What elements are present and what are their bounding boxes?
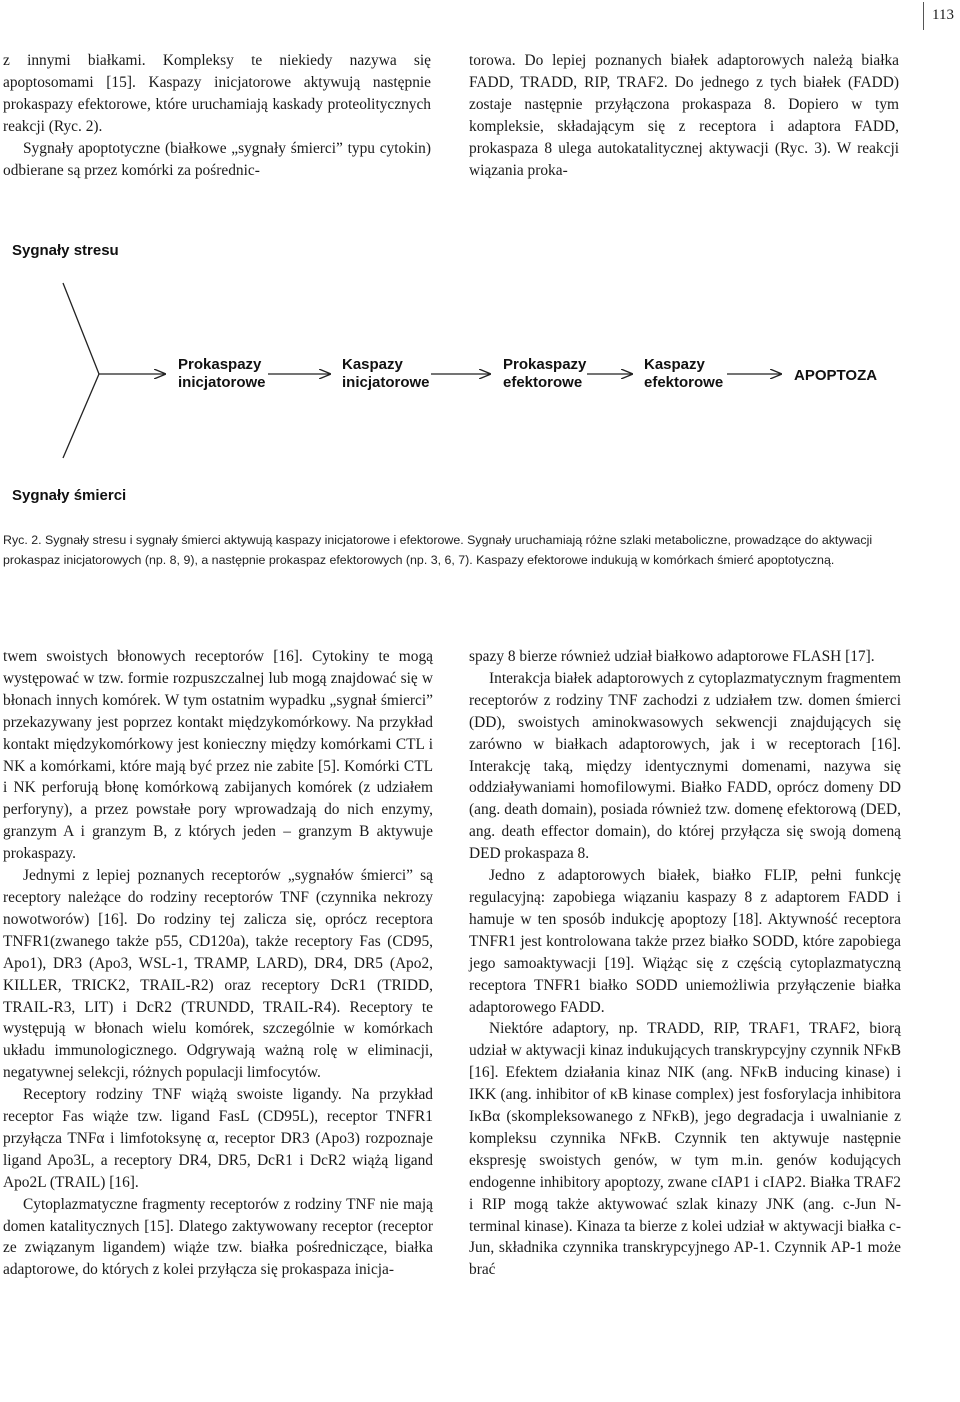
- input-label-death: Sygnały śmierci: [12, 487, 127, 504]
- node-label: Kaspazy: [342, 356, 403, 373]
- paragraph: spazy 8 bierze również udział białkowo adaptorowe FLASH [17].: [469, 648, 875, 665]
- node-label: efektorowe: [644, 374, 724, 391]
- node-label: efektorowe: [503, 374, 583, 391]
- node-label: inicjatorowe: [178, 374, 266, 391]
- bottom-left-column: [3, 646, 433, 1281]
- top-right-column: [469, 50, 899, 181]
- bottom-right-column: [469, 646, 901, 1281]
- node-prokaspazy-efektorowe: [503, 356, 587, 391]
- node-kaspazy-efektorowe: [644, 356, 723, 391]
- node-label: Kaspazy: [644, 356, 705, 373]
- merging-arrows: [63, 283, 165, 458]
- paragraph: twem swoistych błonowych receptorów [16]. Cytokiny te mogą występować w tzw. formie rozpuszczalnej lub mogą znajdować się w błonach innych komórek. W tym ostatnim wypadku „sygnał śmierci” przekazywany jest poprzez kontakt międzykomórkowy. Na przykład kontakt międzykomórkowy jest konieczny między komórkami CTL i NK a komórkami, które mają być przez nie zabite [5]. Komórki CTL i NK perforują błonę komórkową zabijanych komórek (z udziałem perforyny), a przez powstałe pory wprowadzają do nich enzymy, granzym A i granzym B, z których jeden – granzym B aktywuje prokaspazy.: [3, 648, 433, 863]
- apoptosis-pathway-diagram: [0, 228, 960, 518]
- node-kaspazy-inicjatorowe: [342, 356, 430, 391]
- page-number: 113: [923, 2, 960, 30]
- paragraph: Receptory rodziny TNF wiążą swoiste ligandy. Na przykład receptor Fas wiąże tzw. ligand FasL (CD95L), receptor TNFR1 przyłącza TNFα i limfotoksynę α, receptor DR3 (Apo3) rozpoznaje ligand Apo3L, a receptory DR4, DR5, DcR1 i DcR2 wiążą ligand Apo2L (TRAIL) [16].: [3, 1086, 433, 1191]
- paragraph: Jednymi z lepiej poznanych receptorów „sygnałów śmierci” są receptory należące do rodziny receptorów TNF (czynnika nekrozy nowotworów) [16]. Do rodziny tej zalicza się, oprócz receptora TNFR1(zwanego także p55, CD120a), także receptory Fas (CD95, Apo1), DR3 (Apo3, WSL-1, TRAMP, LARD), DR4, DR5 (Apo2, KILLER, TRICK2, TRAIL-R2) oraz receptory DcR1 (TRIDD, TRAIL-R3, LIT) i DcR2 (TRUNDD, TRAIL-R4). Receptory te występują w błonach wielu komórek, szczególnie w komórkach układu immunologicznego. Odgrywają ważną rolę w eliminacji, negatywnej selekcji, różnych populacji limfocytów.: [3, 867, 433, 1082]
- node-prokaspazy-inicjatorowe: [178, 356, 266, 391]
- paragraph: Interakcja białek adaptorowych z cytoplazmatycznym fragmentem receptorów z rodziny TNF zachodzi z udziałem tzw. domen śmierci (DD), swoistych aminokwasowych sekwencji znajdujących się zarówno w białkach adaptorowych, jak i w receptorach [16]. Interakcję taką, między identycznymi domenami, nazywa się oddziaływaniami homofilowymi. Białko FADD, oprócz domeny DD (ang. death domain), posiada również tzw. domenę efektorową (DED, ang. death effector domain), do której przyłącza się swoją domeną DED prokaspaza 8.: [469, 669, 901, 863]
- node-label: Prokaspazy: [503, 356, 587, 373]
- node-label: APOPTOZA: [794, 367, 878, 384]
- paragraph: z innymi białkami. Kompleksy te niekiedy nazywa się apoptosomami [15]. Kaspazy inicjatorowe aktywują następnie prokaspazy efektorowe, które uruchamiają kaskady proteolitycznych reakcji (Ryc. 2).: [3, 52, 431, 135]
- paragraph: Sygnały apoptotyczne (białkowe „sygnały śmierci” typu cytokin) odbierane są przez komórki za pośrednic-: [3, 139, 431, 179]
- node-label: Prokaspazy: [178, 356, 262, 373]
- top-left-column: [3, 50, 431, 181]
- node-apoptoza: [794, 367, 877, 384]
- paragraph: Niektóre adaptory, np. TRADD, RIP, TRAF1, TRAF2, biorą udział w aktywacji kinaz indukujących transkrypcyjny czynnik NFκB [16]. Efektem działania kinaz NIK (ang. NFκB inducing kinase) i IKK (ang. inhibitor of κB kinase complex) jest fosforylacja inhibitora IκBα (skompleksowanego z NFκB), jego degradacja i uwalnianie z kompleksu czynnika NFκB. Czynnik ten aktywuje następnie ekspresję swoistych genów, w tym m.in. genów kodujących endogenne inhibitory apoptozy, zwane cIAP1 i cIAP2. Białka TRAF2 i RIP mogą także aktywować szlak kinazy JNK (ang. c-Jun N-terminal kinase). Kinaza ta bierze z kolei udział w aktywacji białka c-Jun, składnika czynnika transkrypcyjnego AP-1. Czynnik AP-1 może brać: [469, 1020, 901, 1279]
- paragraph: Cytoplazmatyczne fragmenty receptorów z rodziny TNF nie mają domen katalitycznych [15]. Dlatego zaktywowany receptor (receptor ze związanym ligandem) wiąże tzw. białka pośredniczące, białka adaptorowe, do których z kolei przyłącza się prokaspaza inicja-: [3, 1195, 433, 1279]
- paragraph: torowa. Do lepiej poznanych białek adaptorowych należą białka FADD, TRADD, RIP, TRAF2. Do jednego z tych białek (FADD) zostaje następnie przyłączona prokaspaza 8. Dopiero w tym kompleksie, składającym się z receptora i adaptora FADD, prokaspaza 8 ulega autokatalitycznej aktywacji (Ryc. 3). W reakcji wiązania proka-: [469, 52, 899, 179]
- figure-caption: Ryc. 2. Sygnały stresu i sygnały śmierci aktywują kaspazy inicjatorowe i efektorowe. Sygnały uruchamiają różne szlaki metaboliczne, prowadzące do aktywacji prokaspaz inicjatorowych (np. 8, 9), a następnie prokaspaz efektorowych (np. 3, 6, 7). Kaspazy efektorowe indukują w komórkach śmierć apoptotyczną.: [3, 533, 873, 567]
- input-label-stress: Sygnały stresu: [12, 242, 119, 259]
- node-label: inicjatorowe: [342, 374, 430, 391]
- paragraph: Jedno z adaptorowych białek, białko FLIP, pełni funkcję regulacyjną: zapobiega wiązaniu kaspazy 8 z adaptorem FADD i hamuje w ten sposób indukcję apoptozy [18]. Aktywność receptora TNFR1 jest kontrolowana także przez białko SODD, które zapobiega jego samoaktywacji [19]. Wiążąc się z częścią cytoplazmatyczną receptora TNFR1 białko SODD uniemożliwia przyłączenie białka adaptorowego FADD.: [469, 867, 901, 1016]
